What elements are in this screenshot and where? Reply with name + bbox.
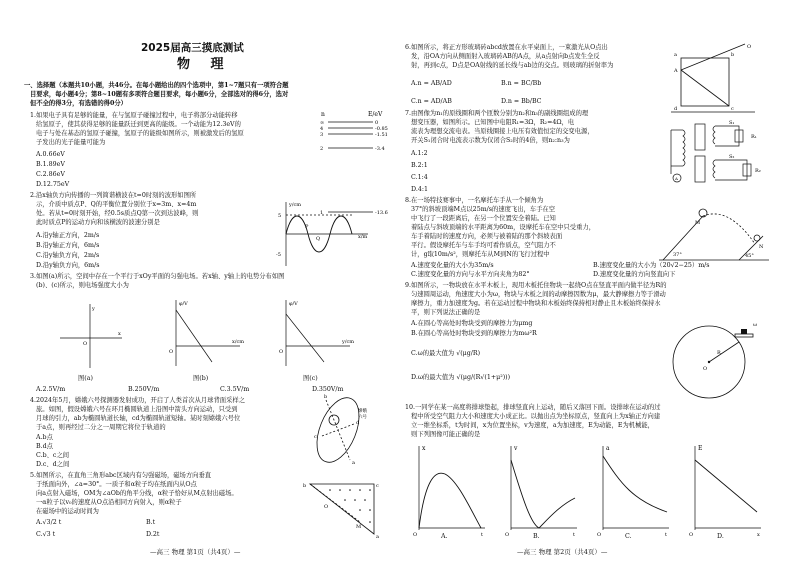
svg-text:x: x [118, 331, 121, 337]
level-n: 1 [320, 210, 324, 216]
q10-option-c: C. [625, 533, 632, 540]
question-4-line: 4.2024年5月，嫦娥六号探测器发射成功，开启了人类首次从月球背面采样之 [30, 397, 245, 404]
svg-text:t: t [665, 532, 668, 538]
svg-text:O: O [413, 532, 418, 538]
n-header: n [321, 111, 325, 118]
q6-option-b: B.n = BC/Bb [501, 80, 542, 87]
question-8-line: 计，g取10m/s²，则摩托车从M到N的飞行过程中 [411, 251, 550, 258]
q1-option-b: B.1.89eV [36, 161, 65, 168]
exam-page-2 [397, 0, 794, 561]
q3-option-c: C.3.5V/m [220, 386, 250, 393]
question-8-line: 车手着陆时的速度方向，必须与被着陆的那个斜坡表面 [411, 233, 563, 240]
svg-text:M: M [695, 220, 701, 226]
level-energy: 0 [375, 120, 379, 126]
question-4-line: 于a点，则再经过二分之一周期它将位于轨道的 [36, 424, 166, 431]
question-8-line: 着陆点与斜坡顶端的水平距离为60m，设摩托车在空中只受重力， [411, 224, 595, 231]
q5-option-a: A.√3/2 t [36, 519, 62, 526]
orbit-ellipse-figure [300, 392, 380, 470]
section1-line: 一、选择题（本题共10小题，共46分。在每小题给出的四个选项中，第1~7题只有一项符合题 [24, 82, 289, 89]
question-4-line: 旅。如图，假设嫦娥六号在环月椭圆轨道上沿图中箭头方向运动，只受到 [36, 406, 238, 413]
svg-text:S₁: S₁ [729, 120, 735, 126]
svg-text:b: b [324, 394, 328, 400]
q10-option-b: B. [533, 533, 540, 540]
q3-option-b: B.250V/m [128, 386, 160, 393]
svg-text:d: d [674, 106, 678, 112]
svg-text:O: O [279, 349, 284, 355]
wave-graph [272, 198, 372, 270]
question-2-line: 此时质点P的运动方向和该横波的波速分别是 [36, 219, 160, 226]
question-1-line: 子发出的光子能量可能为 [36, 139, 106, 146]
q5-option-c: C.√3 t [36, 531, 56, 538]
transformer-circuit-figure [669, 110, 761, 190]
q4-option-a: A.b点 [36, 434, 53, 441]
figure-b-caption: 图(b) [193, 375, 209, 382]
section1-line: 但不全的得3分，有选错的得0分） [30, 100, 127, 107]
svg-text:P: P [305, 224, 309, 230]
q10-option-a: A. [441, 533, 448, 540]
svg-text:O: O [169, 349, 174, 355]
svg-text:R: R [717, 350, 721, 356]
q7-option-a: A.1:2 [411, 150, 428, 157]
question-1-line: 给氢原子，使其获得足够的能量跃迁到更高的能级。一个动能为12.3eV的 [36, 121, 241, 128]
svg-text:O: O [324, 504, 329, 510]
question-6-line: 射，再到c点，D点是OA射线的延长线与ab边的交点。则玻璃的折射率为 [411, 62, 614, 69]
svg-text:R₂: R₂ [755, 168, 761, 174]
question-9-line: 平，则下列说法正确的是 [411, 309, 481, 316]
question-7-line: 流表为理想交流电表。当原线圈接上电压有效值恒定的交变电源， [411, 128, 594, 135]
q5-option-d: D.2t [146, 531, 160, 538]
question-9-line: 摩擦力，重力加速度为g。若在运动过程中物块和木板始终保持相对静止且木板始终保持水 [411, 300, 661, 307]
q7-option-d: D.4:1 [411, 186, 428, 193]
svg-text:M: M [356, 524, 362, 530]
level-energy: -13.6 [375, 210, 388, 216]
svg-text:Q: Q [316, 236, 321, 242]
q9-option-a: A.在圆心等高处时物块受到的摩擦力为μmg [411, 320, 533, 327]
glass-block-figure [671, 40, 755, 118]
exam-title: 2025届高三摸底测试 [141, 42, 244, 54]
svg-text:O: O [505, 532, 510, 538]
q9-option-d: D.ω的最大值为 √(μg/(R√(1+μ²))) [411, 374, 511, 381]
svg-text:y/cm: y/cm [289, 202, 302, 208]
question-9-line: 匀速圆周运动，角速度大小为ω，物块与木板之间的动摩擦因数为μ，最大静摩擦力等于滑动 [411, 291, 666, 298]
question-9-line: 9.如图所示，一物块放在水平木板上，现用木板托住物块一起绕O点在竖直平面内做半径为R的 [405, 282, 667, 289]
svg-text:y/cm: y/cm [342, 339, 355, 345]
q1-option-a: A.0.66eV [36, 151, 65, 158]
question-8-line: 中飞行了一段距离后，在另一个位置安全着陆。已知 [411, 215, 556, 222]
q3-option-d: D.350V/m [312, 386, 344, 393]
svg-text:x: x [757, 532, 760, 538]
q4-option-d: D.c、d之间 [36, 461, 70, 468]
figure-c-caption: 图(c) [303, 375, 318, 382]
q7-option-c: C.1:4 [411, 174, 428, 181]
svg-text:φ/V: φ/V [289, 301, 298, 307]
graph-c-y-label: a [606, 445, 610, 452]
level-n: 2 [320, 146, 324, 152]
question-3-line: (b)、(c)所示，则电场强度大小为 [36, 282, 129, 289]
q6-option-c: C.n = AD/AB [411, 98, 452, 105]
figure-a-caption: 图(a) [78, 375, 93, 382]
level-n: ∞ [320, 120, 325, 126]
question-2-line: 示，介质中质点P、Q的平衡位置分别位于x=3m、x=4m [36, 201, 197, 208]
figure-a-axes [56, 300, 126, 370]
level-n: 3 [320, 132, 324, 138]
question-10-line: 立一维坐标系，t为时间，x为位置坐标，v为速度，a为加速度，E为动能，E为机械能， [411, 422, 654, 429]
level-energy: -0.85 [375, 126, 388, 132]
svg-text:a: a [352, 460, 355, 466]
svg-text:S₂: S₂ [729, 154, 735, 160]
level-n: 4 [320, 126, 324, 132]
question-4-line: 月球的引力，ab为椭圆轨道长轴，cd为椭圆轨道短轴。某时刻嫦娥六号位 [36, 415, 241, 422]
svg-text:O: O [747, 44, 752, 50]
svg-text:t: t [481, 532, 484, 538]
level-energy: -1.51 [375, 132, 388, 138]
svg-text:c: c [376, 483, 379, 489]
q1-option-d: D.12.75eV [36, 181, 70, 188]
svg-text:O: O [597, 532, 602, 538]
q4-option-c: C.b、c之间 [36, 452, 70, 459]
q10-graphs [411, 440, 781, 540]
question-10-line: 程中所受空气阻力大小和速度大小成正比。以抛出点为坐标原点，竖直向上为x轴正方向建 [411, 413, 661, 420]
svg-text:O: O [689, 532, 694, 538]
question-10-line: 10.一同学在某一高度将排球垫起，排球竖直向上运动，随后又落回下面。设排球在运动的过 [405, 404, 661, 411]
energy-header: E/eV [368, 111, 383, 118]
svg-text:a: a [674, 52, 677, 58]
question-5-line: 在磁场中的运动时间为 [36, 508, 99, 515]
question-7-line: 想变压器，如图所示。已知图中电阻R₁=3Ω，R₂=4Ω，电 [411, 119, 575, 126]
question-1-line: 1.如果电子具有足够的能量，在与氢原子碰撞过程中，电子将部分动能转移 [30, 112, 238, 119]
q8-option-a: A.速度变化量的大小为35m/s [411, 262, 494, 269]
circular-motion-figure [653, 318, 765, 402]
svg-text:c: c [731, 106, 734, 112]
q2-option-c: C.沿y轴负方向，2m/s [36, 252, 100, 259]
question-5-line: 一α粒子以v₀的速度从O点沿相同方向射入，则α粒子 [36, 499, 182, 506]
svg-text:b: b [731, 52, 735, 58]
q8-option-c: C.速度变化量的方向与水平方向夹角为82° [411, 271, 530, 278]
question-8-line: 8.在一场特技赛事中，一名摩托车手从一个倾角为 [405, 197, 544, 204]
svg-text:t: t [573, 532, 576, 538]
svg-text:六号: 六号 [358, 415, 367, 420]
svg-text:a: a [376, 534, 379, 540]
svg-text:45°: 45° [745, 253, 754, 259]
svg-text:嫦娥: 嫦娥 [358, 409, 367, 414]
question-10-line: 则下列图像可能正确的是 [411, 431, 481, 438]
page-footer: —高三 物理 第1页（共4页）— [150, 548, 241, 556]
question-5-line: 5.如图所示，在直角三角形abc区域内有匀强磁场，磁场方向垂直 [30, 472, 212, 479]
triangle-magnetic-field-figure [300, 478, 384, 540]
question-5-line: 于纸面向外，∠a=30°。一质子和α粒子均在纸面内从O点 [36, 481, 197, 488]
question-7-line: 7.由图像为n₁的原线圈和两个匝数分别为n₂和n₃的副线圈组成的理 [405, 110, 589, 117]
question-7-line: 开关S₁闭合时电流表示数为仅闭合S₂时的4倍，则n₂:n₃为 [411, 137, 570, 144]
svg-text:A: A [674, 68, 678, 74]
q9-option-c: C.ω的最大值为 √(μg/R) [411, 350, 481, 357]
q3-option-a: A.2.5V/m [36, 386, 66, 393]
svg-text:R₁: R₁ [751, 134, 757, 140]
q1-option-c: C.2.86eV [36, 171, 65, 178]
q9-option-b: B.在圆心等高处时物块受到的摩擦力为mω²R [411, 330, 537, 337]
svg-text:5: 5 [278, 213, 282, 219]
question-8-line: 37°的斜坡顶端M点以25m/s的速度飞出，车手在空 [411, 206, 555, 213]
svg-text:ω: ω [753, 322, 758, 328]
graph-b-y-label: v [514, 445, 518, 452]
question-5-line: 向a点射入磁场，OM为∠aOb的角平分线，α粒子恰好从M点射出磁场。 [36, 490, 238, 497]
svg-text:c: c [314, 434, 317, 440]
q4-option-b: B.d点 [36, 443, 53, 450]
svg-text:x/m: x/m [358, 234, 368, 240]
svg-text:φ/V: φ/V [179, 301, 188, 307]
figure-c-graph [276, 296, 356, 370]
graph-a-y-label: x [422, 445, 426, 452]
svg-text:N: N [759, 244, 764, 250]
q2-option-a: A.沿y轴正方向，2m/s [36, 232, 100, 239]
page-footer: —高三 物理 第2页（共4页）— [517, 548, 608, 556]
svg-text:-5: -5 [276, 252, 281, 258]
q7-option-b: B.2:1 [411, 162, 428, 169]
graph-d-y-label: E [698, 445, 703, 452]
svg-text:37°: 37° [673, 252, 682, 258]
section1-line: 目要求，每小题4分；第8~10题有多项符合题目要求，每小题6分，全部选对的得6分，选对 [30, 91, 289, 98]
q2-option-d: D.沿y轴负方向，6m/s [36, 262, 100, 269]
svg-text:x/cm: x/cm [232, 339, 245, 345]
svg-text:d: d [356, 420, 360, 426]
question-1-line: 电子与处在基态的氢原子碰撞，氢原子的能级如图所示，则被激发后的氢原 [36, 130, 244, 137]
motorcycle-slope-figure [659, 196, 769, 262]
q8-option-d: D.速度变化量的方向竖直向下 [593, 271, 676, 278]
q6-option-a: A.n = AB/AD [411, 80, 452, 87]
question-6-line: 6.如图所示，将正方形玻璃砖abcd放置在水平桌面上，一束激光从O点出 [405, 44, 608, 51]
q6-option-d: D.n = Bb/BC [501, 98, 542, 105]
question-2-line: 处。若从t=0时刻开始，经0.5s质点Q第一次到达波峰，则 [36, 210, 199, 217]
subject-heading: 物 理 [177, 57, 232, 72]
q8-option-b: B.速度变化量的大小为（20√2−25）m/s [593, 262, 710, 269]
q10-option-d: D. [717, 533, 724, 540]
level-energy: -3.4 [375, 146, 385, 152]
question-3-line: 3.如图(a)所示，空间中存在一个平行于xOy平面的匀强电场。若x轴、y轴上的电势分布如图 [30, 273, 285, 280]
svg-text:b: b [303, 483, 307, 489]
svg-text:O: O [703, 366, 708, 372]
q5-option-b: B.t [146, 519, 156, 526]
question-8-line: 平行。假设摩托车与车手均可看作质点，空气阻力不 [411, 242, 556, 249]
figure-b-graph [166, 296, 246, 370]
svg-text:y: y [92, 306, 95, 312]
svg-text:A: A [675, 176, 678, 181]
svg-text:O: O [83, 341, 88, 347]
q2-option-b: B.沿y轴正方向，6m/s [36, 242, 100, 249]
question-2-line: 2.沿x轴负方向传播的一列简谐横波在t=0时刻的波形如图所 [30, 192, 197, 199]
question-6-line: 发，沿OA方向从侧面射入玻璃砖AB的A点，从a点射向b点发生全反 [411, 53, 600, 60]
